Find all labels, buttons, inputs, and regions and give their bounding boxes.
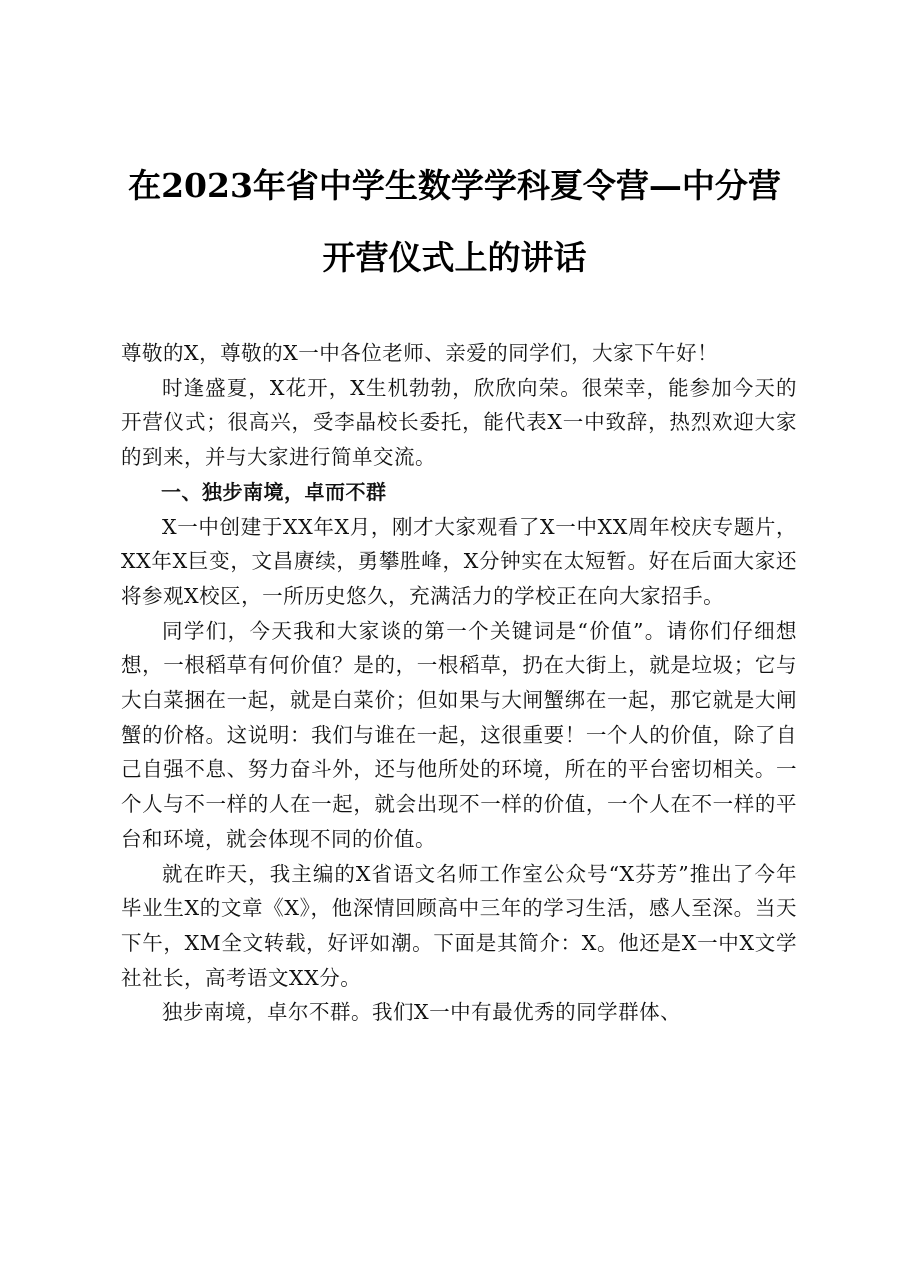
title-line-1: 在2023年省中学生数学学科夏令营—中分营 [128,166,781,205]
paragraph-opening: 时逢盛夏，X花开，X生机勃勃，欣欣向荣。很荣幸，能参加今天的开营仪式；很高兴，受李晶校长委托，能代表X一中致辞，热烈欢迎大家的到来，并与大家进行简单交流。 [121,375,797,470]
title-line-2: 开营仪式上的讲话 [322,238,587,277]
document-title [100,150,809,294]
paragraph-closing-partial: 独步南境，卓尔不群。我们X一中有最优秀的同学群体、 [162,1000,682,1025]
section-heading-1: 一、独步南境，卓而不群 [161,479,387,504]
paragraph-school-history: X一中创建于XX年X月，刚才大家观看了X一中XX周年校庆专题片，XX年X巨变，文昌赓续，勇攀胜峰，X分钟实在太短暂。好在后面大家还将参观X校区，一所历史悠久，充满活力的学校正在向大家招手。 [121,514,797,608]
paragraph-value: 同学们，今天我和大家谈的第一个关键词是“价值”。请你们仔细想想，一根稻草有何价值？是的，一根稻草，扔在大街上，就是垃圾；它与大白菜捆在一起，就是白菜价；但如果与大闸蟹绑在一起，那它就是大闸蟹的价格。这说明：我们与谁在一起，这很重要！一个人的价值，除了自己自强不息、努力奋斗外，还与他所处的环境，所在的平台密切相关。一个人与不一样的人在一起，就会出现不一样的价值，一个人在不一样的平台和环境，就会体现不同的价值。 [121,618,797,851]
salutation: 尊敬的X，尊敬的X一中各位老师、亲爱的同学们，大家下午好！ [121,341,719,365]
paragraph-article: 就在昨天，我主编的X省语文名师工作室公众号“X芬芳”推出了今年毕业生X的文章《X》，他深情回顾高中三年的学习生活，感人至深。当天下午，XM全文转载，好评如潮。下面是其简介：X。他还是X一中X文学社社长，高考语文XX分。 [121,861,797,990]
document-body [121,336,797,1030]
